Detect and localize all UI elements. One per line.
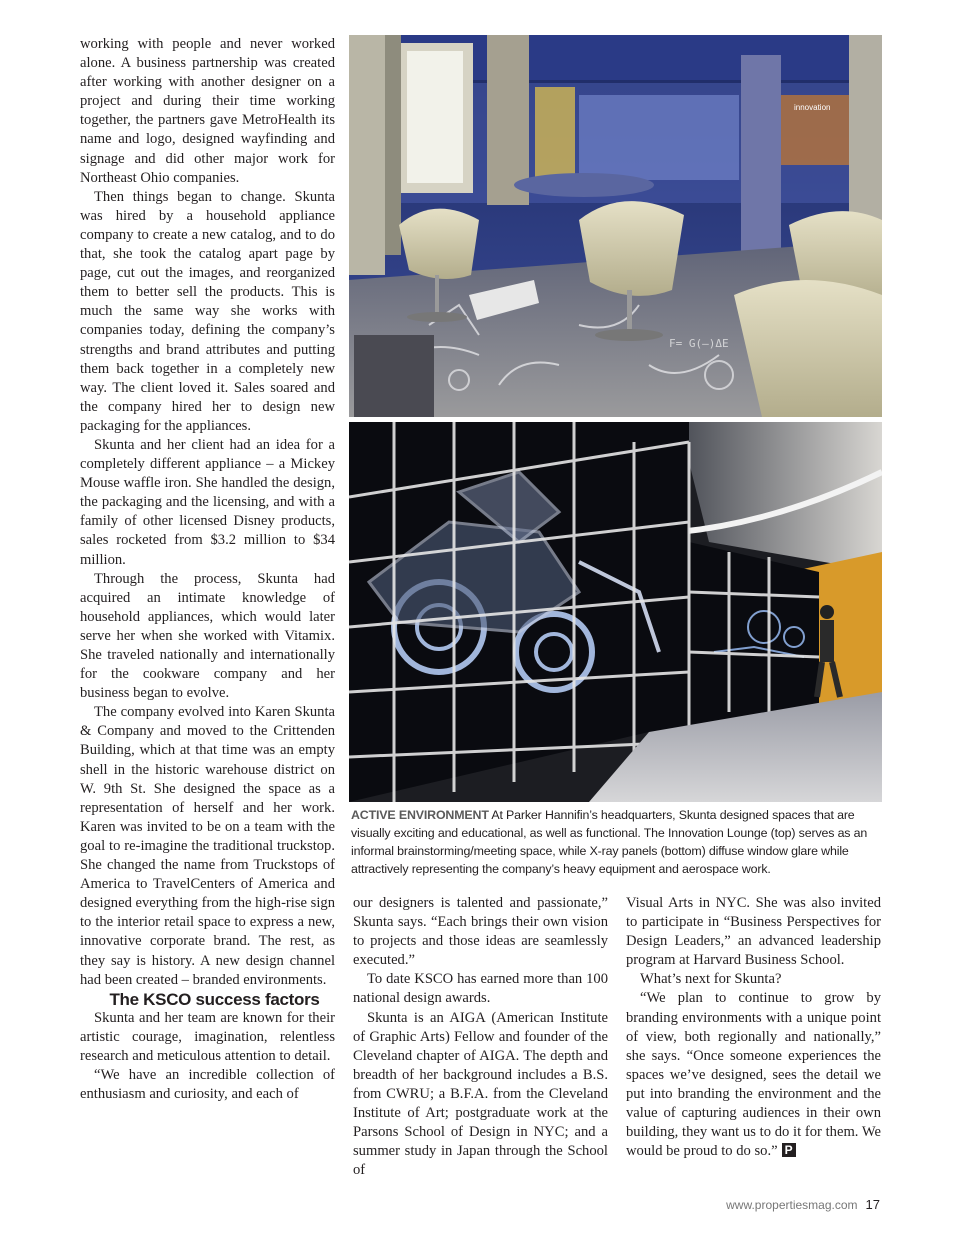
floor-scribble: F= G(–)ΔE [669, 337, 729, 350]
body-paragraph: Then things began to change. Skunta was hired by a household appliance company to create a new catalog, and to do that, she took the catalog apart page by page, cut out the images, and reorganized them to better sell the products. This is much the same way she works with companies today, defining the company’s strengths and brand attributes and putting them back together in a completely new way. The client loved it. Sales soared and the company hired her to design new packaging for the appliances. [80, 188, 335, 434]
body-paragraph: our designers is talented and passionate,” Skunta says. “Each brings their own vision to projects and those ideas are seamlessly executed.” [353, 895, 608, 969]
closing-paragraph-text: “We plan to continue to grow by branding environments with a unique point of view, both regionally and nationally,” she says. “Once someone experiences the spaces we’ve designed, sees the detail we put into branding the environment and the value of capturing audiences in their own building, they want us to do it for them. We would be proud to do so.” [626, 990, 881, 1160]
innovation-lounge-photo [349, 35, 882, 417]
photo-caption [351, 806, 883, 878]
body-paragraph: Through the process, Skunta had acquired an intimate knowledge of household appliances, which would later serve her when she worked with Vitamix. She traveled nationally and internationally for the cookware company and her business began to evolve. [80, 570, 335, 702]
page-number: 17 [865, 1197, 880, 1212]
xray-panels-photo [349, 422, 882, 802]
body-paragraph: To date KSCO has earned more than 100 national design awards. [353, 971, 608, 1007]
article-column-right [626, 894, 881, 1161]
innovation-sign: innovation [794, 103, 831, 112]
body-paragraph: Visual Arts in NYC. She was also invited to participate in “Business Perspectives for Design Leaders,” an advanced leadership program at Harvard Business School. [626, 895, 881, 969]
caption-text: At Parker Hannifin’s headquarters, Skunta designed spaces that are visually exciting and educational, as well as functional. The Innovation Lounge (top) serves as an informal brainstorming/meeting space, while X-ray panels (bottom) diffuse window glare while attractively representing the company’s heavy equipment and aerospace work. [351, 808, 868, 876]
body-paragraph: “We have an incredible collection of enthusiasm and curiosity, and each of [80, 1067, 335, 1103]
article-column-left [80, 35, 335, 1104]
body-paragraph: Skunta and her client had an idea for a completely different appliance – a Mickey Mouse waffle iron. She handled the design, the packaging and the licensing, and with a family of other licensed Disney products, sales rocketed from $3.2 million to $34 million. [80, 436, 335, 568]
caption-lead: ACTIVE ENVIRONMENT [351, 808, 489, 822]
body-paragraph [626, 989, 881, 1161]
body-paragraph: Skunta and her team are known for their artistic courage, imagination, relentless research and meticulous attention to detail. [80, 1009, 335, 1064]
body-paragraph: The company evolved into Karen Skunta & Company and moved to the Crittenden Building, which at that time was an empty shell in the historic warehouse district on W. 9th St. She designed the space as a representation of herself and her work. Karen was invited to be on a team with the goal to re-imagine the traditional truckstop. She changed the name from Truckstops of America to TravelCenters of America and designed everything from the high-rise sign to the interior retail space to express a new, innovative corporate brand. The rest, as they say is history. A new design channel had been created – branded environments. [80, 704, 335, 988]
article-column-middle [353, 894, 608, 1180]
body-paragraph: What’s next for Skunta? [640, 971, 782, 988]
end-of-article-mark: P [782, 1143, 796, 1157]
section-subhead: The KSCO success factors [109, 989, 320, 1009]
footer-url: www.propertiesmag.com [726, 1198, 858, 1212]
body-paragraph: Skunta is an AIGA (American Institute of Graphic Arts) Fellow and founder of the Cleveland chapter of AIGA. The depth and breadth of her background includes a B.S. from CWRU; a B.F.A. from the Cleveland Institute of Art; postgraduate work at the Parsons School of Design in NYC; and a summer study in Japan through the School of [353, 1009, 608, 1179]
page-footer [726, 1197, 880, 1212]
body-paragraph: working with people and never worked alone. A business partnership was created after working with another designer on a project and during their time working together, the partners gave MetroHealth its name and logo, designed wayfinding and signage and did other major work for Northeast Ohio companies. [80, 36, 335, 186]
